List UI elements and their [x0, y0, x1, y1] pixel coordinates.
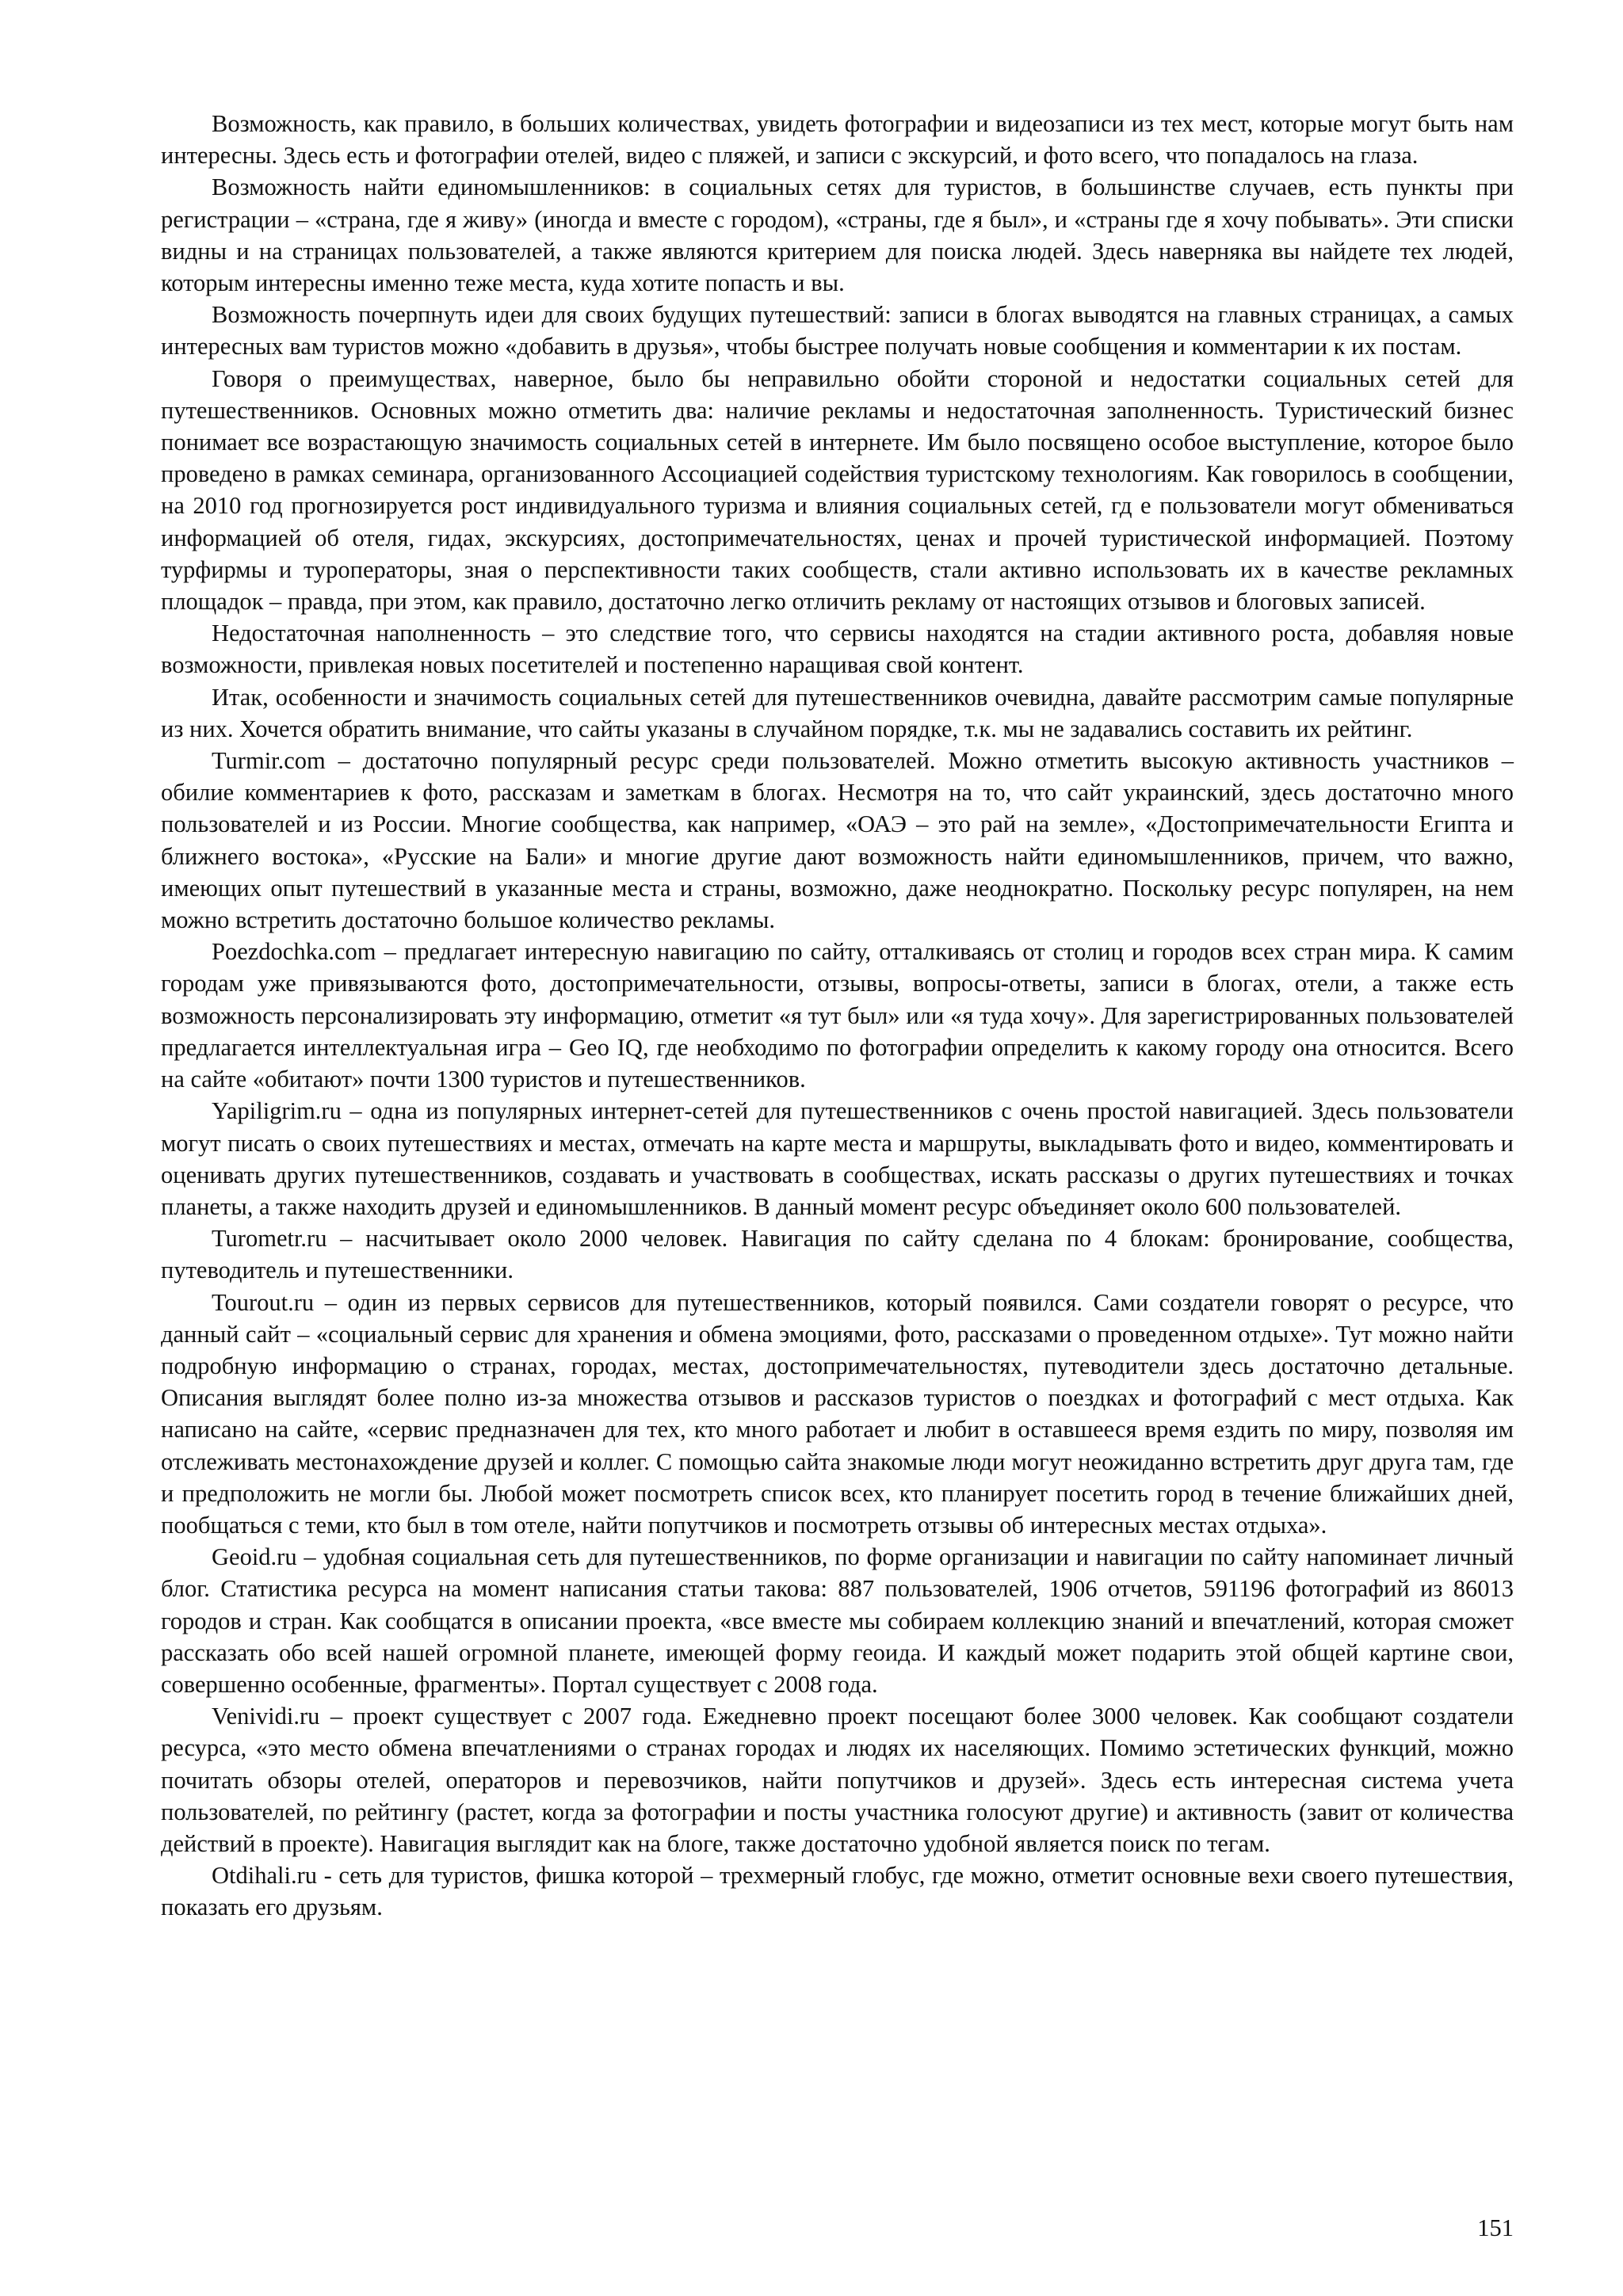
paragraph: Возможность, как правило, в больших количествах, увидеть фотографии и видеозаписи из тех мест, которые могут быть нам интересны. Здесь есть и фотографии отелей, видео с пляжей, и записи с экскурсий, и фото всего, что попадалось на глаза. — [161, 110, 1514, 170]
paragraph: Otdihali.ru - сеть для туристов, фишка которой – трехмерный глобус, где можно, отметит основные вехи своего путешествия, показать его друзьям. — [161, 1862, 1514, 1921]
page-body — [161, 108, 1514, 1924]
paragraph: Yapiligrim.ru – одна из популярных интернет-сетей для путешественников с очень простой навигацией. Здесь пользователи могут писать о своих путешествиях и местах, отмечать на карте места и маршруты, выкладывать фото и видео, комментировать и оценивать других путешественников, создавать и участвовать в сообществах, искать рассказы о других путешествиях и точках планеты, а также находить друзей и единомышленников. В данный момент ресурс объединяет около 600 пользователей. — [161, 1097, 1514, 1220]
paragraph: Turmir.com – достаточно популярный ресурс среди пользователей. Можно отметить высокую активность участников – обилие комментариев к фото, рассказам и заметкам в блогах. Несмотря на то, что сайт украинский, здесь достаточно много пользователей и из России. Многие сообщества, как например, «ОАЭ – это рай на земле», «Достопримечательности Египта и ближнего востока», «Русские на Бали» и многие другие дают возможность найти единомышленников, причем, что важно, имеющих опыт путешествий в указанные места и страны, возможно, даже неоднократно. Поскольку ресурс популярен, на нем можно встретить достаточно большое количество рекламы. — [161, 747, 1514, 934]
paragraph: Возможность почерпнуть идеи для своих будущих путешествий: записи в блогах выводятся на главных страницах, а самых интересных вам туристов можно «добавить в друзья», чтобы быстрее получать новые сообщения и комментарии к их постам. — [161, 301, 1514, 360]
paragraph: Итак, особенности и значимость социальных сетей для путешественников очевидна, давайте рассмотрим самые популярные из них. Хочется обратить внимание, что сайты указаны в случайном порядке, т.к. мы не задавались составить их рейтинг. — [161, 683, 1514, 742]
page-number: 151 — [1477, 2214, 1514, 2241]
paragraph: Turometr.ru – насчитывает около 2000 человек. Навигация по сайту сделана по 4 блокам: бронирование, сообщества, путеводитель и путешественники. — [161, 1225, 1514, 1284]
paragraph: Недостаточная наполненность – это следствие того, что сервисы находятся на стадии активного роста, добавляя новые возможности, привлекая новых посетителей и постепенно наращивая свой контент. — [161, 620, 1514, 679]
paragraph: Venividi.ru – проект существует с 2007 года. Ежедневно проект посещают более 3000 человек. Как сообщают создатели ресурса, «это место обмена впечатлениями о странах городах и людях их населяющих. Помимо эстетических функций, можно почитать обзоры отелей, операторов и перевозчиков, найти попутчиков и друзей». Здесь есть интересная система учета пользователей, по рейтингу (растет, когда за фотографии и посты участника голосуют другие) и активность (завит от количества действий в проекте). Навигация выглядит как на блоге, также достаточно удобной является поиск по тегам. — [161, 1703, 1514, 1857]
paragraph: Poezdochka.com – предлагает интересную навигацию по сайту, отталкиваясь от столиц и городов всех стран мира. К самим городам уже привязываются фото, достопримечательности, отзывы, вопросы-ответы, записи в блогах, отели, а также есть возможность персонализировать эту информацию, отметит «я тут был» или «я туда хочу». Для зарегистрированных пользователей предлагается интеллектуальная игра – Geo IQ, где необходимо по фотографии определить к какому городу она относится. Всего на сайте «обитают» почти 1300 туристов и путешественников. — [161, 938, 1514, 1093]
paragraph: Geoid.ru – удобная социальная сеть для путешественников, по форме организации и навигации по сайту напоминает личный блог. Статистика ресурса на момент написания статьи такова: 887 пользователей, 1906 отчетов, 591196 фотографий из 86013 городов и стран. Как сообщатся в описании проекта, «все вместе мы собираем коллекцию знаний и впечатлений, которая сможет рассказать обо всей нашей огромной планете, имеющей форму геоида. И каждый может подарить этой общей картине свои, совершенно особенные, фрагменты». Портал существует с 2008 года. — [161, 1543, 1514, 1698]
paragraph: Говоря о преимуществах, наверное, было бы неправильно обойти стороной и недостатки социальных сетей для путешественников. Основных можно отметить два: наличие рекламы и недостаточная заполненность. Туристический бизнес понимает все возрастающую значимость социальных сетей в интернете. Им было посвящено особое выступление, которое было проведено в рамках семинара, организованного Ассоциацией содействия туристскому технологиям. Как говорилось в сообщении, на 2010 год прогнозируется рост индивидуального туризма и влияния социальных сетей, гд е пользователи могут обмениваться информацией об отеля, гидах, экскурсиях, достопримечательностях, ценах и прочей туристической информацией. Поэтому турфирмы и туроператоры, зная о перспективности таких сообществ, стали активно использовать их в качестве рекламных площадок – правда, при этом, как правило, достаточно легко отличить рекламу от настоящих отзывов и блоговых записей. — [161, 364, 1514, 616]
paragraph: Возможность найти единомышленников: в социальных сетях для туристов, в большинстве случаев, есть пункты при регистрации – «страна, где я живу» (иногда и вместе с городом), «страны, где я был», и «страны где я хочу побывать». Эти списки видны и на страницах пользователей, а также являются критерием для поиска людей. Здесь наверняка вы найдете тех людей, которым интересны именно теже места, куда хотите попасть и вы. — [161, 174, 1514, 297]
paragraph: Tourout.ru – один из первых сервисов для путешественников, который появился. Сами создатели говорят о ресурсе, что данный сайт – «социальный сервис для хранения и обмена эмоциями, фото, рассказами о проведенном отдыхе». Тут можно найти подробную информацию о странах, городах, местах, достопримечательностях, путеводители здесь достаточно детальные. Описания выглядят более полно из-за множества отзывов и рассказов туристов о поездках и фотографий с мест отдыха. Как написано на сайте, «сервис предназначен для тех, кто много работает и любит в оставшееся время ездить по миру, позволяя им отслеживать местонахождение друзей и коллег. С помощью сайта знакомые люди могут неожиданно встретить друг друга там, где и предположить не могли бы. Любой может посмотреть список всех, кто планирует посетить город в течение ближайших дней, пообщаться с теми, кто был в том отеле, найти попутчиков и посмотреть отзывы об интересных местах отдыха». — [161, 1288, 1514, 1539]
